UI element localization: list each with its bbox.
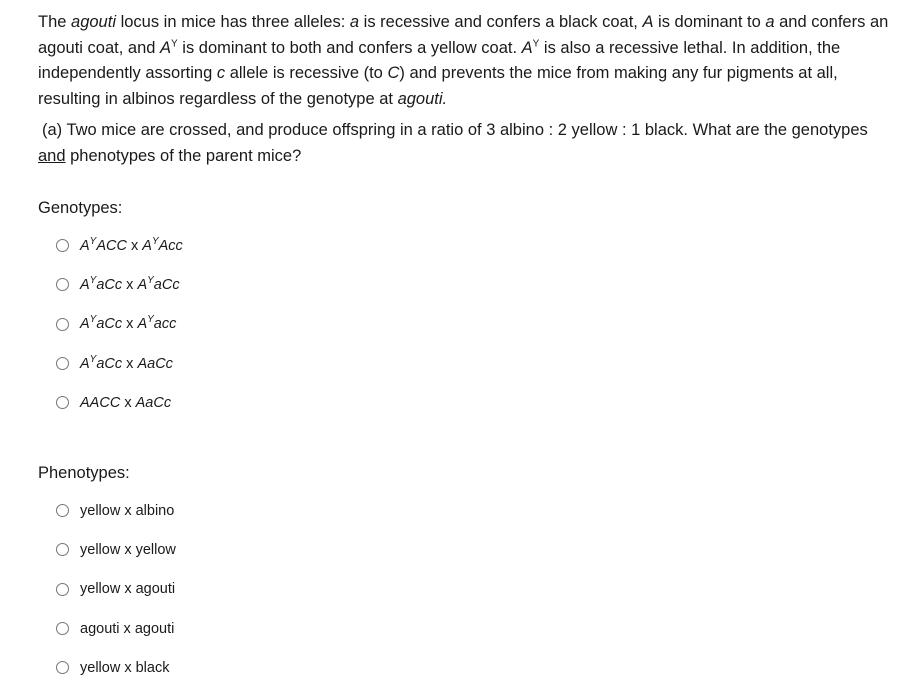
phenotypes-options xyxy=(56,491,176,687)
radio-button[interactable] xyxy=(56,661,69,674)
phenotype-option-label: yellow x agouti xyxy=(80,581,176,598)
genotype-option-label: $A^YaCc$ x AaCc xyxy=(80,353,173,372)
genotype-option[interactable] xyxy=(56,305,183,344)
radio-button[interactable] xyxy=(56,239,69,252)
genotype-option[interactable] xyxy=(56,265,183,304)
radio-button[interactable] xyxy=(56,357,69,370)
genotypes-label: Genotypes: xyxy=(38,199,123,217)
intro-paragraph: The agouti locus in mice has three alleles: a is recessive and confers a black coat, A is dominant to a and confers an agouti coat, and $A^Y$ is dominant to both and confers a yellow coat. $A^Y$ is also a recessive lethal. In addition, the independently assorting c allele is recessive (to C) and prevents the mice from making any fur pigments at all, resulting in albinos regardless of the genotype at agouti. xyxy=(38,13,889,108)
question-text: (a) Two mice are crossed, and produce offspring in a ratio of 3 albino : 2 yellow : 1 black. What are the genotypes and phenotypes of the parent mice? xyxy=(38,121,868,165)
phenotype-option[interactable] xyxy=(56,609,176,648)
radio-button[interactable] xyxy=(56,278,69,291)
genotype-option-label: AACC x AaCc xyxy=(80,394,172,411)
genotype-option[interactable] xyxy=(56,383,183,422)
radio-button[interactable] xyxy=(56,543,69,556)
genotype-option[interactable] xyxy=(56,344,183,383)
radio-button[interactable] xyxy=(56,396,69,409)
phenotype-option-label: agouti x agouti xyxy=(80,620,175,637)
radio-button[interactable] xyxy=(56,622,69,635)
phenotype-option[interactable] xyxy=(56,570,176,609)
phenotype-option[interactable] xyxy=(56,648,176,687)
phenotype-option[interactable] xyxy=(56,491,176,530)
phenotype-option-label: yellow x albino xyxy=(80,502,175,519)
genotype-option-label: $A^YACC$ x $A^YAcc$ xyxy=(80,235,183,254)
radio-button[interactable] xyxy=(56,504,69,517)
phenotype-option[interactable] xyxy=(56,530,176,569)
genotype-option-label: $A^YaCc$ x $A^YaCc$ xyxy=(80,275,180,293)
genotype-option[interactable] xyxy=(56,226,183,265)
radio-button[interactable] xyxy=(56,583,69,596)
phenotype-option-label: yellow x yellow xyxy=(80,541,176,558)
genotype-option-label: $A^YaCc$ x $A^Yacc$ xyxy=(80,314,177,333)
genotypes-options xyxy=(56,226,183,422)
phenotypes-label: Phenotypes: xyxy=(38,464,130,482)
question-content xyxy=(38,10,898,169)
radio-button[interactable] xyxy=(56,318,69,331)
phenotype-option-label: yellow x black xyxy=(80,659,170,676)
